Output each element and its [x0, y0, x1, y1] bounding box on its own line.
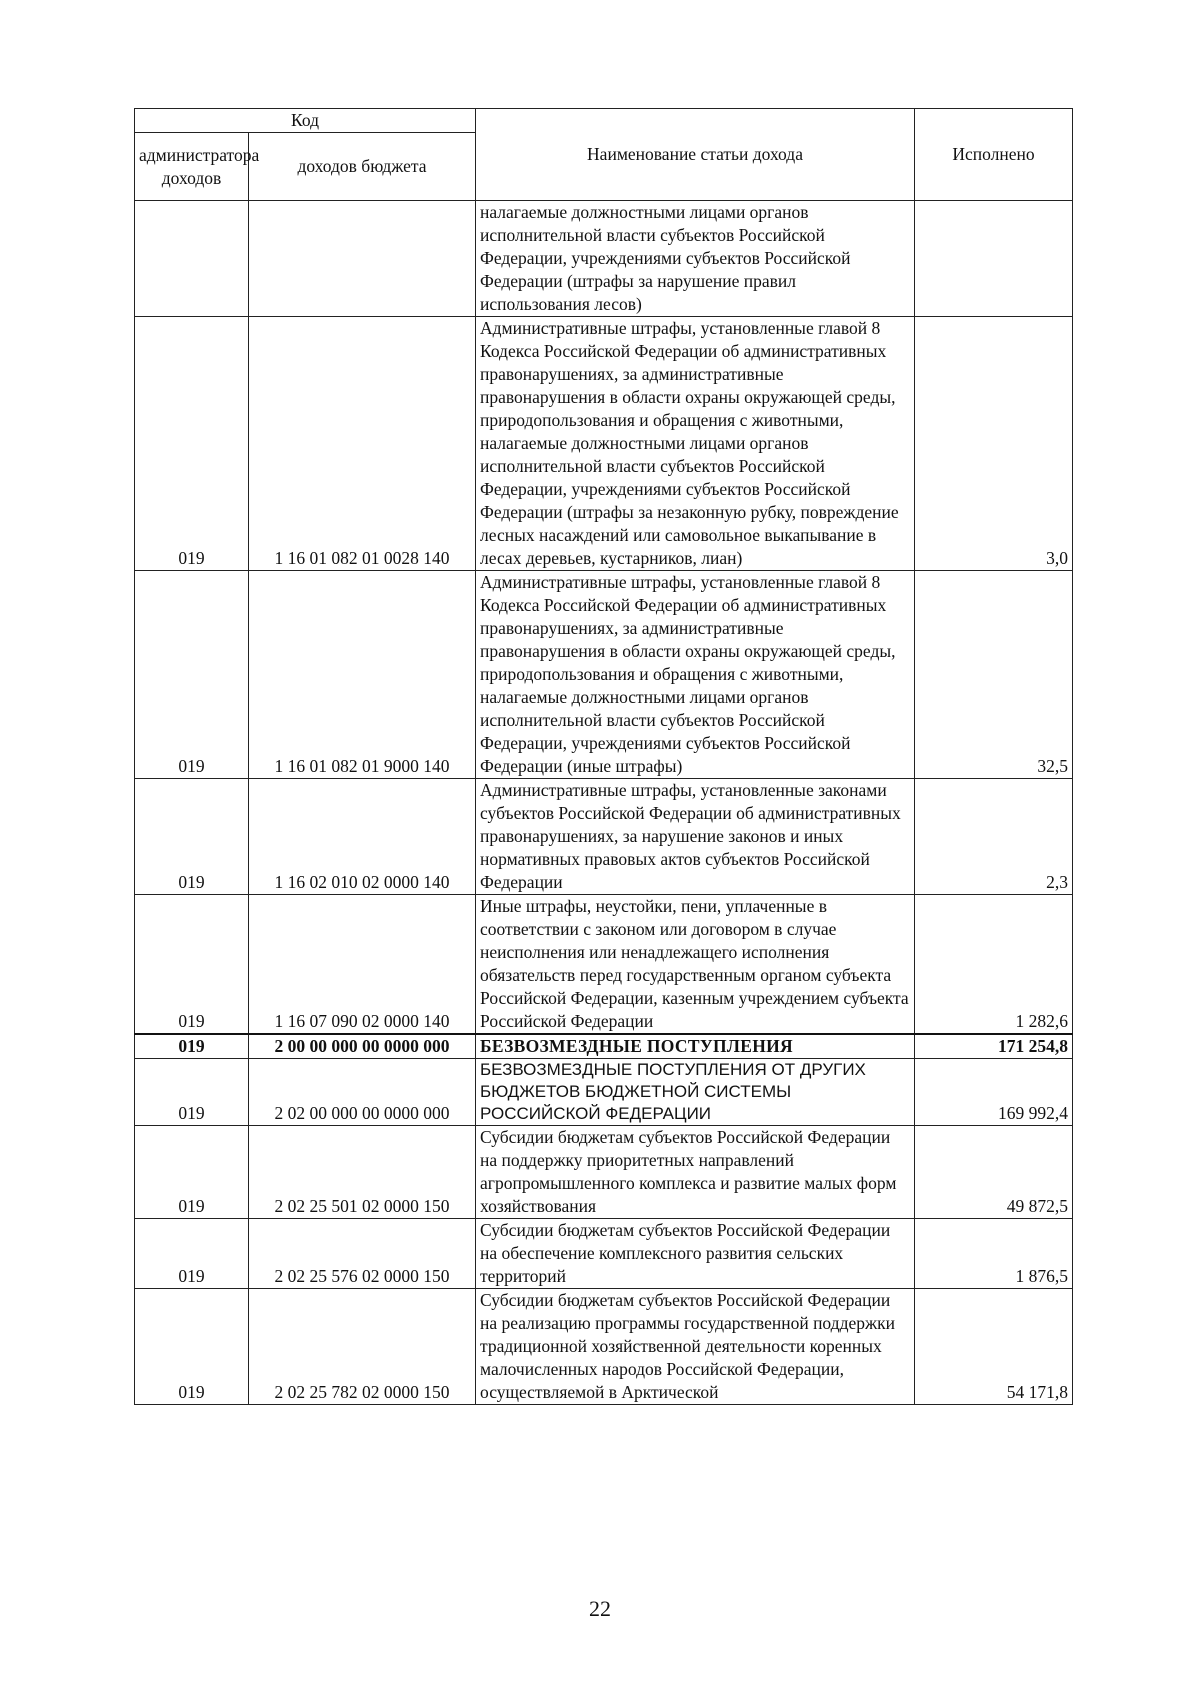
row-admin: 019 [135, 317, 249, 571]
row-name: Административные штрафы, установленные законами субъектов Российской Федерации об административных правонарушениях, за нарушение законов и иных нормативных правовых актов субъектов Российской Федерации [476, 779, 915, 895]
row-amount: 169 992,4 [915, 1059, 1073, 1126]
row-admin: 019 [135, 895, 249, 1035]
row-code: 2 02 00 000 00 0000 000 [249, 1059, 476, 1126]
table-row [135, 895, 1073, 1035]
row-code: 2 02 25 782 02 0000 150 [249, 1289, 476, 1405]
row-amount: 1 876,5 [915, 1219, 1073, 1289]
row-name: налагаемые должностными лицами органов исполнительной власти субъектов Российской Федерации, учреждениями субъектов Российской Федерации (штрафы за нарушение правил использования лесов) [476, 201, 915, 317]
table-header [135, 109, 1073, 201]
row-amount: 49 872,5 [915, 1126, 1073, 1219]
row-code: 2 02 25 576 02 0000 150 [249, 1219, 476, 1289]
table-body [135, 201, 1073, 1405]
row-name: БЕЗВОЗМЕЗДНЫЕ ПОСТУПЛЕНИЯ [476, 1034, 915, 1059]
header-executed: Исполнено [915, 109, 1073, 201]
row-amount: 3,0 [915, 317, 1073, 571]
table-row [135, 201, 1073, 317]
table-row [135, 1059, 1073, 1126]
row-code: 1 16 07 090 02 0000 140 [249, 895, 476, 1035]
row-amount: 2,3 [915, 779, 1073, 895]
row-amount [915, 201, 1073, 317]
row-code: 1 16 01 082 01 0028 140 [249, 317, 476, 571]
row-code: 1 16 01 082 01 9000 140 [249, 571, 476, 779]
table-row [135, 1219, 1073, 1289]
budget-revenue-table [134, 108, 1073, 1405]
row-admin: 019 [135, 571, 249, 779]
table-row [135, 571, 1073, 779]
row-admin: 019 [135, 779, 249, 895]
row-name: БЕЗВОЗМЕЗДНЫЕ ПОСТУПЛЕНИЯ ОТ ДРУГИХ БЮДЖЕТОВ БЮДЖЕТНОЙ СИСТЕМЫ РОССИЙСКОЙ ФЕДЕРАЦИИ [476, 1059, 915, 1126]
row-code: 2 02 25 501 02 0000 150 [249, 1126, 476, 1219]
row-admin: 019 [135, 1126, 249, 1219]
table-row [135, 317, 1073, 571]
row-name: Административные штрафы, установленные главой 8 Кодекса Российской Федерации об административных правонарушениях, за административные правонарушения в области охраны окружающей среды, природопользования и обращения с животными, налагаемые должностными лицами органов исполнительной власти субъектов Российской Федерации, учреждениями субъектов Российской Федерации (штрафы за незаконную рубку, повреждение лесных насаждений или самовольное выкапывание в лесах деревьев, кустарников, лиан) [476, 317, 915, 571]
row-name: Административные штрафы, установленные главой 8 Кодекса Российской Федерации об административных правонарушениях, за административные правонарушения в области охраны окружающей среды, природопользования и обращения с животными, налагаемые должностными лицами органов исполнительной власти субъектов Российской Федерации, учреждениями субъектов Российской Федерации (иные штрафы) [476, 571, 915, 779]
table-row [135, 1126, 1073, 1219]
row-code [249, 201, 476, 317]
header-income-code: доходов бюджета [249, 133, 476, 201]
row-admin: 019 [135, 1289, 249, 1405]
header-name: Наименование статьи дохода [476, 109, 915, 201]
row-name: Субсидии бюджетам субъектов Российской Федерации на поддержку приоритетных направлений агропромышленного комплекса и развитие малых форм хозяйствования [476, 1126, 915, 1219]
row-name: Субсидии бюджетам субъектов Российской Федерации на обеспечение комплексного развития сельских территорий [476, 1219, 915, 1289]
row-admin: 019 [135, 1059, 249, 1126]
row-admin: 019 [135, 1219, 249, 1289]
header-admin: администратора доходов [135, 133, 249, 201]
row-code: 1 16 02 010 02 0000 140 [249, 779, 476, 895]
row-amount: 54 171,8 [915, 1289, 1073, 1405]
row-amount: 171 254,8 [915, 1034, 1073, 1059]
row-admin: 019 [135, 1034, 249, 1059]
page-number: 22 [589, 1596, 611, 1621]
table-row-total [135, 1034, 1073, 1059]
table-row [135, 779, 1073, 895]
header-code-group: Код [135, 109, 476, 133]
row-amount: 32,5 [915, 571, 1073, 779]
row-code: 2 00 00 000 00 0000 000 [249, 1034, 476, 1059]
row-name: Субсидии бюджетам субъектов Российской Федерации на реализацию программы государственной поддержки традиционной хозяйственной деятельности коренных малочисленных народов Российской Федерации, осуществляемой в Арктической [476, 1289, 915, 1405]
row-admin [135, 201, 249, 317]
table-row [135, 1289, 1073, 1405]
row-name: Иные штрафы, неустойки, пени, уплаченные в соответствии с законом или договором в случае неисполнения или ненадлежащего исполнения обязательств перед государственным органом субъекта Российской Федерации, казенным учреждением субъекта Российской Федерации [476, 895, 915, 1035]
row-amount: 1 282,6 [915, 895, 1073, 1035]
